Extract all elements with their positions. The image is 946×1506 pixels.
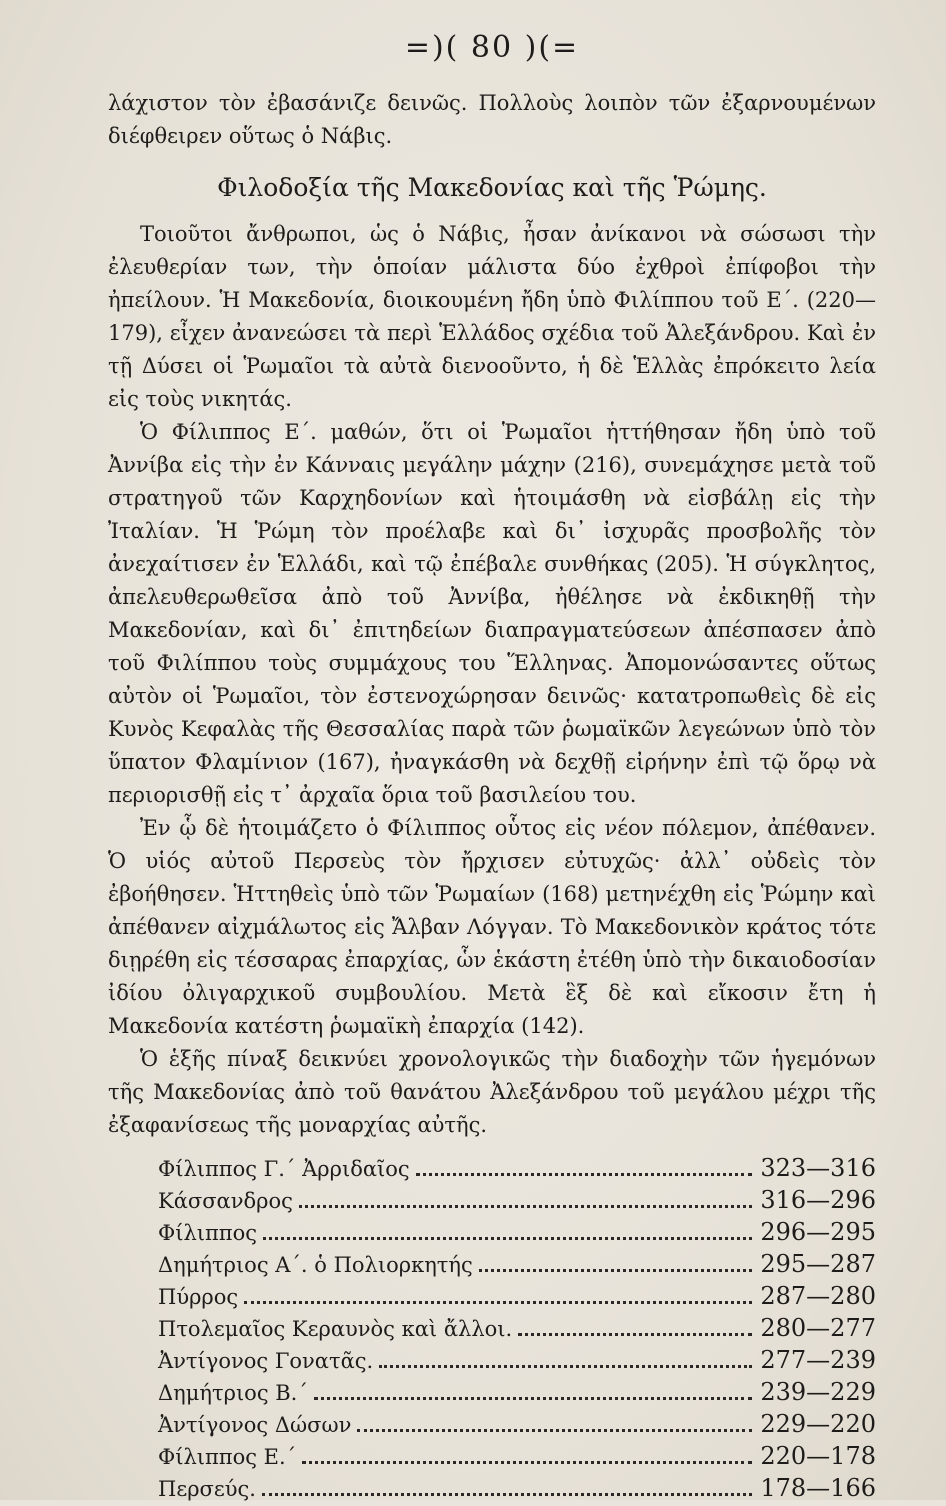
dot-leader bbox=[263, 1237, 752, 1240]
paragraph-4: Ὁ ἑξῆς πίναξ δεικνύει χρονολογικῶς τὴν διαδοχὴν τῶν ἡγεμόνων τῆς Μακεδονίας ἀπὸ τοῦ θανάτου Ἀλεξάνδρου τοῦ μεγάλου μέχρι τῆς ἐξαφανίσεως τῆς μοναρχίας αὐτῆς. bbox=[108, 1047, 876, 1137]
ruler-years: 277—239 bbox=[760, 1346, 876, 1374]
paragraph-2: Ὁ Φίλιππος Ε΄. μαθών, ὅτι οἱ Ῥωμαῖοι ἡττήθησαν ἤδη ὑπὸ τοῦ Ἀννίβα εἰς τὴν ἐν Κάνναις μεγάλην μάχην (216), συνεμάχησε μετὰ τοῦ στρατηγοῦ τῶν Καρχηδονίων καὶ ἡτοιμάσθη νὰ εἰσβάλῃ εἰς τὴν Ἰταλίαν. Ἡ Ῥώμη τὸν προέλαβε καὶ δι᾽ ἰσχυρᾶς προσβολῆς τὸν ἀνεχαίτισεν ἐν Ἑλλάδι, καὶ τῷ ἐπέβαλε συνθήκας (205). Ἡ σύγκλητος, ἀπελευθερωθεῖσα ἀπὸ τοῦ Ἀννίβα, ἠθέλησε νὰ ἐκδικηθῇ τὴν Μακεδονίαν, καὶ δι᾽ ἐπιτηδείων διαπραγματεύσεων ἀπέσπασεν ἀπὸ τοῦ Φιλίππου τοὺς συμμάχους του Ἕλληνας. Ἀπομονώσαντες οὕτως αὐτὸν οἱ Ῥωμαῖοι, τὸν ἐστενοχώρησαν δεινῶς· κατατροπωθεὶς δὲ εἰς Κυνὸς Κεφαλὰς τῆς Θεσσαλίας παρὰ τῶν ῥωμαϊκῶν λεγεώνων ὑπὸ τὸν ὕπατον Φλαμίνιον (167), ἠναγκάσθη νὰ δεχθῇ εἰρήνην ἐπὶ τῷ ὅρῳ νὰ περιορισθῇ εἰς τ᾽ ἀρχαῖα ὅρια τοῦ βασιλείου του. bbox=[108, 420, 876, 807]
table-row bbox=[158, 1410, 876, 1442]
paragraph-3: Ἐν ᾧ δὲ ἡτοιμάζετο ὁ Φίλιππος οὗτος εἰς νέον πόλεμον, ἀπέθανεν. Ὁ υἱός αὐτοῦ Περσεὺς τὸν ἤρχισεν εὐτυχῶς· ἀλλ᾽ οὐδεὶς τὸν ἐβοήθησεν. Ἡττηθεὶς ὑπὸ τῶν Ῥωμαίων (168) μετηνέχθη εἰς Ῥώμην καὶ ἀπέθανεν αἰχμάλωτος εἰς Ἄλβαν Λόγγαν. Τὸ Μακεδονικὸν κράτος τότε διῃρέθη εἰς τέσσαρας ἐπαρχίας, ὧν ἑκάστη ἐτέθη ὑπὸ τὴν δικαιοδοσίαν ἰδίου ὀλιγαρχικοῦ συμβουλίου. Μετὰ ἓξ δὲ καὶ εἴκοσιν ἔτη ἡ Μακεδονία κατέστη ῥωμαϊκὴ ἐπαρχία (142). bbox=[108, 816, 876, 1038]
ruler-years: 295—287 bbox=[760, 1250, 876, 1278]
ruler-name: Πύρρος bbox=[158, 1285, 239, 1309]
ruler-name: Ἀντίγονος Γονατᾶς. bbox=[158, 1349, 374, 1373]
dot-leader bbox=[479, 1269, 752, 1272]
dot-leader bbox=[416, 1173, 752, 1176]
ruler-years: 280—277 bbox=[760, 1314, 876, 1342]
rulers-table bbox=[108, 1154, 876, 1506]
dot-leader bbox=[357, 1429, 752, 1432]
table-row bbox=[158, 1378, 876, 1410]
table-row bbox=[158, 1314, 876, 1346]
ruler-years: 323—316 bbox=[760, 1154, 876, 1182]
dot-leader bbox=[299, 1205, 752, 1208]
paragraph-continuation: λάχιστον τὸν ἐβασάνιζε δεινῶς. Πολλοὺς λοιπὸν τῶν ἐξαρνουμένων διέφθειρεν οὕτως ὁ Νάβις. bbox=[108, 91, 876, 148]
table-row bbox=[158, 1282, 876, 1314]
section-title: Φιλοδοξία τῆς Μακεδονίας καὶ τῆς Ῥώμης. bbox=[217, 173, 767, 202]
table-row bbox=[158, 1186, 876, 1218]
ruler-name: Δημήτριος Β.΄ bbox=[158, 1381, 308, 1405]
table-row bbox=[158, 1346, 876, 1378]
ruler-name: Δημήτριος Α΄. ὁ Πολιορκητής bbox=[158, 1253, 473, 1277]
dot-leader bbox=[262, 1493, 752, 1496]
dot-leader bbox=[244, 1301, 752, 1304]
ruler-name: Κάσσανδρος bbox=[158, 1189, 293, 1213]
ruler-name: Φίλιππος Ε.΄ bbox=[158, 1445, 297, 1469]
table-row bbox=[158, 1442, 876, 1474]
ruler-name: Φίλιππος Γ.΄ Ἀρριδαῖος bbox=[158, 1157, 410, 1181]
ruler-years: 178—166 bbox=[760, 1474, 876, 1502]
ruler-years: 287—280 bbox=[760, 1282, 876, 1310]
dot-leader bbox=[302, 1461, 752, 1464]
paragraph-1: Τοιοῦτοι ἄνθρωποι, ὡς ὁ Νάβις, ἦσαν ἀνίκανοι νὰ σώσωσι τὴν ἐλευθερίαν των, τὴν ὁποίαν μάλιστα δύο ἐχθροὶ ἐπίφοβοι τὴν ἠπείλουν. Ἡ Μακεδονία, διοικουμένη ἤδη ὑπὸ Φιλίππου τοῦ Ε΄. (220—179), εἶχεν ἀνανεώσει τὰ περὶ Ἑλλάδος σχέδια τοῦ Ἀλεξάνδρου. Καὶ ἐν τῇ Δύσει οἱ Ῥωμαῖοι τὰ αὐτὰ διενοοῦντο, ἡ δὲ Ἑλλὰς ἐπρόκειτο λεία εἰς τοὺς νικητάς. bbox=[108, 222, 876, 411]
ruler-name: Πτολεμαῖος Κεραυνὸς καὶ ἄλλοι. bbox=[158, 1317, 513, 1341]
ruler-years: 239—229 bbox=[760, 1378, 876, 1406]
ruler-years: 229—220 bbox=[760, 1410, 876, 1438]
ruler-name: Περσεύς. bbox=[158, 1477, 256, 1501]
ruler-name: Ἀντίγονος Δώσων bbox=[158, 1413, 352, 1437]
dot-leader bbox=[314, 1397, 752, 1400]
table-row bbox=[158, 1250, 876, 1282]
table-row bbox=[158, 1474, 876, 1506]
page-number-header: =)( 80 )(= bbox=[404, 30, 580, 65]
dot-leader bbox=[379, 1365, 752, 1368]
dot-leader bbox=[518, 1333, 752, 1336]
ruler-years: 220—178 bbox=[760, 1442, 876, 1470]
ruler-name: Φίλιππος bbox=[158, 1221, 258, 1245]
table-row bbox=[158, 1218, 876, 1250]
ruler-years: 316—296 bbox=[760, 1186, 876, 1214]
ruler-years: 296—295 bbox=[760, 1218, 876, 1246]
table-row bbox=[158, 1154, 876, 1186]
